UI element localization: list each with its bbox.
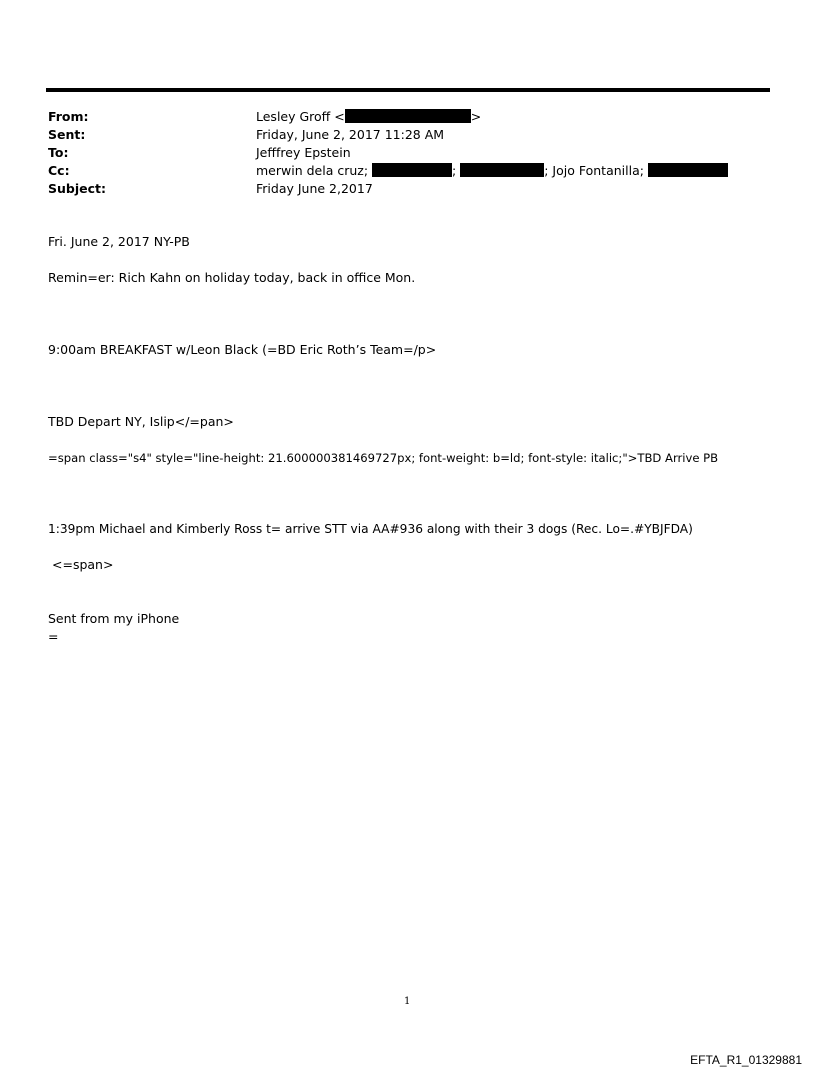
cc-part-2: ; Jojo Fontanilla; xyxy=(544,163,644,178)
sent-label: Sent: xyxy=(48,127,86,142)
to-row xyxy=(48,144,768,162)
subject-value: Friday June 2,2017 xyxy=(256,181,373,196)
body-line-date: Fri. June 2, 2017 NY-PB xyxy=(48,234,190,249)
subject-label: Subject: xyxy=(48,181,106,196)
redaction-box xyxy=(345,109,471,123)
body-line-end: = xyxy=(48,629,59,644)
cc-value xyxy=(256,162,728,180)
body-line-breakfast: 9:00am BREAKFAST w/Leon Black (=BD Eric Roth’s Team=/p> xyxy=(48,342,437,357)
from-row xyxy=(48,108,768,126)
email-header xyxy=(48,108,768,198)
to-label: To: xyxy=(48,145,69,160)
to-value: Jefffrey Epstein xyxy=(256,145,351,160)
cc-separator: ; xyxy=(452,163,457,178)
body-line-flight: 1:39pm Michael and Kimberly Ross t= arrive STT via AA#936 along with their 3 dogs (Rec. Lo=.#YBJFDA) xyxy=(48,522,693,536)
cc-row xyxy=(48,162,768,180)
body-line-depart: TBD Depart NY, Islip</=pan> xyxy=(48,414,234,429)
redaction-box xyxy=(648,163,728,177)
sent-value: Friday, June 2, 2017 11:28 AM xyxy=(256,127,445,142)
cc-part-1: merwin dela cruz; xyxy=(256,163,369,178)
redaction-box xyxy=(460,163,544,177)
from-close: > xyxy=(470,109,482,124)
body-line-arrive: =span class="s4" style="line-height: 21.600000381469727px; font-weight: b=ld; font-style: italic;">TBD Arrive PB xyxy=(48,451,719,465)
body-line-reminder: Remin=er: Rich Kahn on holiday today, back in office Mon. xyxy=(48,270,416,285)
body-line-signature: Sent from my iPhone xyxy=(48,611,180,626)
from-label: From: xyxy=(48,109,89,124)
redaction-box xyxy=(372,163,452,177)
from-name: Lesley Groff < xyxy=(256,109,345,124)
body-line-span: <=span> xyxy=(52,557,114,572)
page-number: 1 xyxy=(404,996,411,1007)
header-rule xyxy=(46,88,770,92)
cc-label: Cc: xyxy=(48,163,70,178)
sent-row xyxy=(48,126,768,144)
subject-row xyxy=(48,180,768,198)
from-value xyxy=(256,108,481,126)
document-id: EFTA_R1_01329881 xyxy=(690,1053,802,1067)
